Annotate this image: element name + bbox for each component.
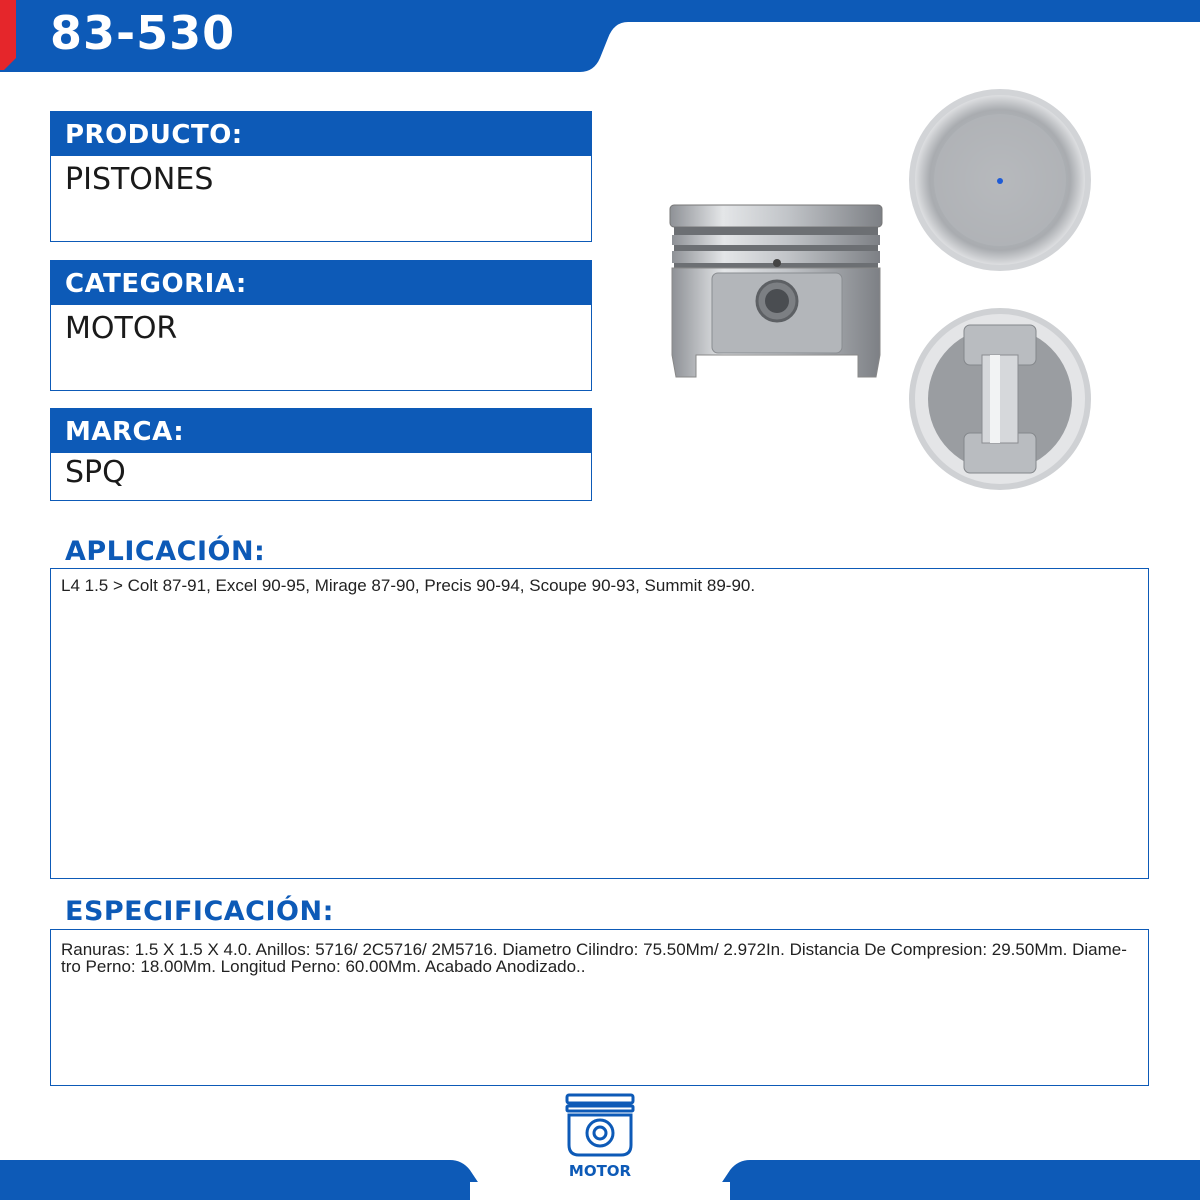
categoria-value: MOTOR — [65, 311, 178, 346]
marca-box — [50, 408, 592, 501]
especificacion-box — [50, 929, 1149, 1086]
especificacion-line-1: Ranuras: 1.5 X 1.5 X 4.0. Anillos: 5716/ 2C5716/ 2M5716. Diametro Cilindro: 75.50Mm/ 2.972In. Distancia De Compresion: 29.50Mm. Diame- — [61, 940, 1127, 959]
marca-value: SPQ — [65, 455, 126, 490]
producto-value: PISTONES — [65, 162, 214, 197]
producto-box — [50, 111, 592, 242]
footer-category-label: MOTOR — [568, 1162, 632, 1180]
aplicacion-text: L4 1.5 > Colt 87-91, Excel 90-95, Mirage 87-90, Precis 90-94, Scoupe 90-93, Summit 89-90. — [61, 576, 756, 595]
categoria-label: CATEGORIA: — [51, 261, 591, 305]
piston-photo — [660, 85, 1130, 505]
piston-icon — [563, 1093, 637, 1161]
part-number-title: 83-530 — [50, 6, 236, 60]
producto-label: PRODUCTO: — [51, 112, 591, 156]
especificacion-line-2: tro Perno: 18.00Mm. Longitud Perno: 60.00Mm. Acabado Anodizado.. — [61, 957, 586, 976]
categoria-box — [50, 260, 592, 391]
especificacion-title: ESPECIFICACIÓN: — [65, 896, 334, 927]
aplicacion-box — [50, 568, 1149, 879]
marca-label: MARCA: — [51, 409, 591, 453]
aplicacion-title: APLICACIÓN: — [65, 536, 266, 567]
